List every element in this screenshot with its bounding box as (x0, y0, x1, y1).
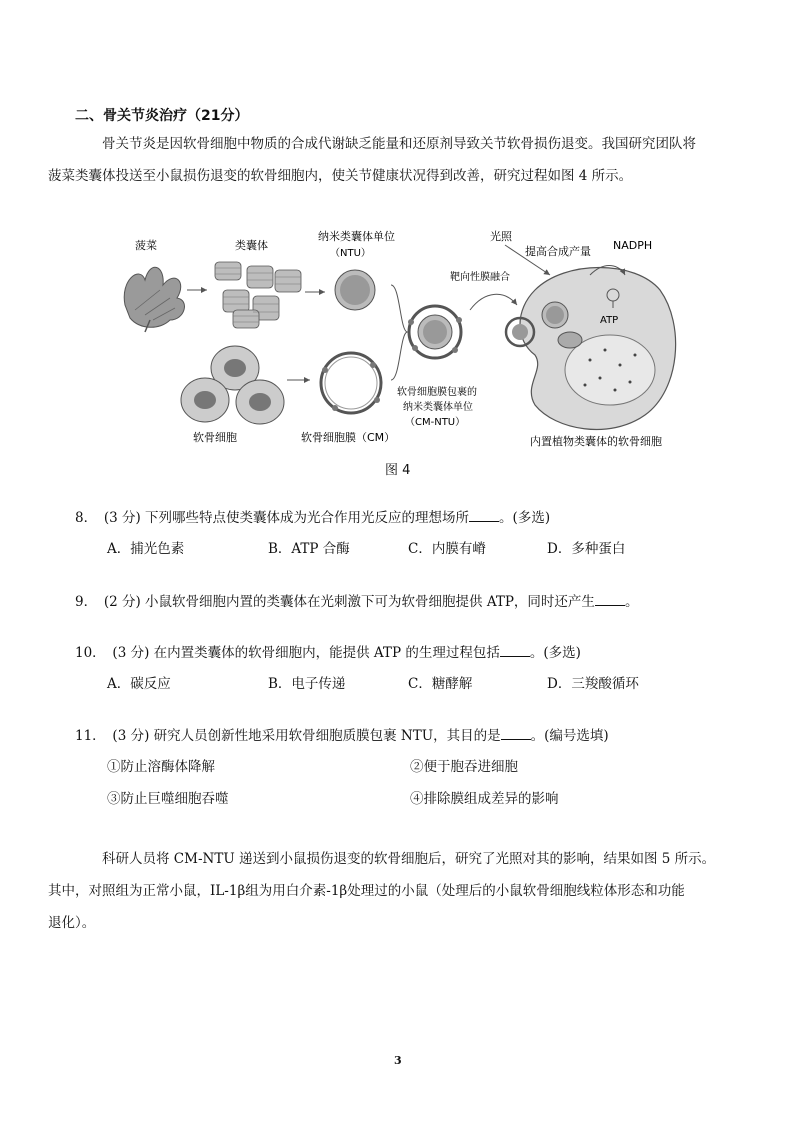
intro-paragraph (48, 128, 723, 192)
intro-line-2: 菠菜类囊体投送至小鼠损伤退变的软骨细胞内，使关节健康状况得到改善，研究过程如图 4 所示。 (48, 168, 633, 184)
outro-line-3: 退化）。 (48, 915, 96, 931)
chondrocyte-cells (181, 346, 284, 424)
label-thylakoid: 类囊体 (235, 239, 268, 252)
label-light: 光照 (490, 230, 512, 243)
outro-paragraph (48, 843, 723, 939)
q8-option-a: A．捕光色素 (107, 541, 185, 557)
q9-answer-blank[interactable] (595, 593, 625, 606)
q11-option-1: ①防止溶酶体降解 (107, 759, 215, 775)
q9-suffix: 。 (624, 594, 639, 610)
q10-suffix: 。(多选) (529, 645, 581, 661)
q10-answer-blank[interactable] (500, 644, 530, 657)
label-cmntu-2: 纳米类囊体单位 (403, 402, 473, 413)
q10-option-d: D．三羧酸循环 (547, 676, 639, 692)
q9-stem: 9． (2 分) 小鼠软骨细胞内置的类囊体在光刺激下可为软骨细胞提供 ATP，同时还产生 (75, 594, 595, 610)
q11-option-2: ②便于胞吞进细胞 (410, 759, 518, 775)
q10-option-a: A．碳反应 (107, 676, 171, 692)
q8-answer-blank[interactable] (469, 509, 499, 522)
target-cell (506, 268, 676, 430)
label-chondrocyte: 软骨细胞 (193, 431, 237, 444)
q8-option-c: C．内膜有嵴 (408, 541, 486, 557)
ntu-particle (335, 270, 375, 310)
q8-option-b: B．ATP 合酶 (268, 541, 350, 557)
q11-option-3: ③防止巨噬细胞吞噬 (107, 791, 229, 807)
label-improve: 提高合成产量 (525, 245, 591, 258)
thylakoid-stacks (215, 262, 301, 328)
q11-stem: 11． (3 分) 研究人员创新性地采用软骨细胞质膜包裹 NTU，其目的是 (75, 728, 501, 744)
label-ntu-title: 纳米类囊体单位 (318, 230, 395, 243)
label-targeted: 靶向性膜融合 (450, 272, 510, 283)
question-8 (75, 506, 550, 526)
label-nadph: NADPH (613, 239, 653, 252)
q11-option-4: ④排除膜组成差异的影响 (410, 791, 559, 807)
page-number: 3 (394, 1054, 402, 1067)
intro-line-1: 骨关节炎是因软骨细胞中物质的合成代谢缺乏能量和还原剂导致关节软骨损伤退变。我国研究团队将 (102, 136, 696, 152)
label-atp: ATP (600, 315, 619, 326)
q8-suffix: 。(多选) (499, 510, 551, 526)
label-cmntu-1: 软骨细胞膜包裹的 (397, 387, 477, 398)
label-cell-result: 内置植物类囊体的软骨细胞 (530, 435, 662, 448)
q10-stem: 10． (3 分) 在内置类囊体的软骨细胞内，能提供 ATP 的生理过程包括 (75, 645, 500, 661)
q8-stem: 8． (3 分) 下列哪些特点使类囊体成为光合作用光反应的理想场所 (75, 510, 470, 526)
q11-suffix: 。(编号选填) (530, 728, 609, 744)
figure-4 (115, 220, 685, 455)
outro-line-1: 科研人员将 CM-NTU 递送到小鼠损伤退变的软骨细胞后，研究了光照对其的影响，结果如图 5 所示。 (102, 851, 716, 867)
q10-option-b: B．电子传递 (268, 676, 346, 692)
section-title: 二、骨关节炎治疗（21分） (75, 108, 249, 124)
figure-4-caption: 图 4 (385, 463, 411, 478)
cell-membrane-ring (321, 353, 381, 413)
outro-line-2: 其中，对照组为正常小鼠，IL-1β组为用白介素-1β处理过的小鼠（处理后的小鼠软骨细胞线粒体形态和功能 (48, 883, 685, 899)
label-cmntu-3: （CM-NTU） (405, 417, 466, 428)
label-cm: 软骨细胞膜（CM） (301, 431, 396, 444)
spinach-illustration (124, 267, 184, 332)
question-11 (75, 724, 609, 744)
figure-4-diagram (115, 220, 685, 455)
label-ntu-abbr: （NTU） (330, 248, 371, 259)
q10-option-c: C．糖酵解 (408, 676, 473, 692)
label-spinach: 菠菜 (135, 239, 157, 252)
q11-answer-blank[interactable] (501, 727, 531, 740)
q8-option-d: D．多种蛋白 (547, 541, 626, 557)
question-10 (75, 641, 581, 661)
question-9 (75, 590, 638, 610)
cm-ntu-particle (408, 306, 462, 358)
